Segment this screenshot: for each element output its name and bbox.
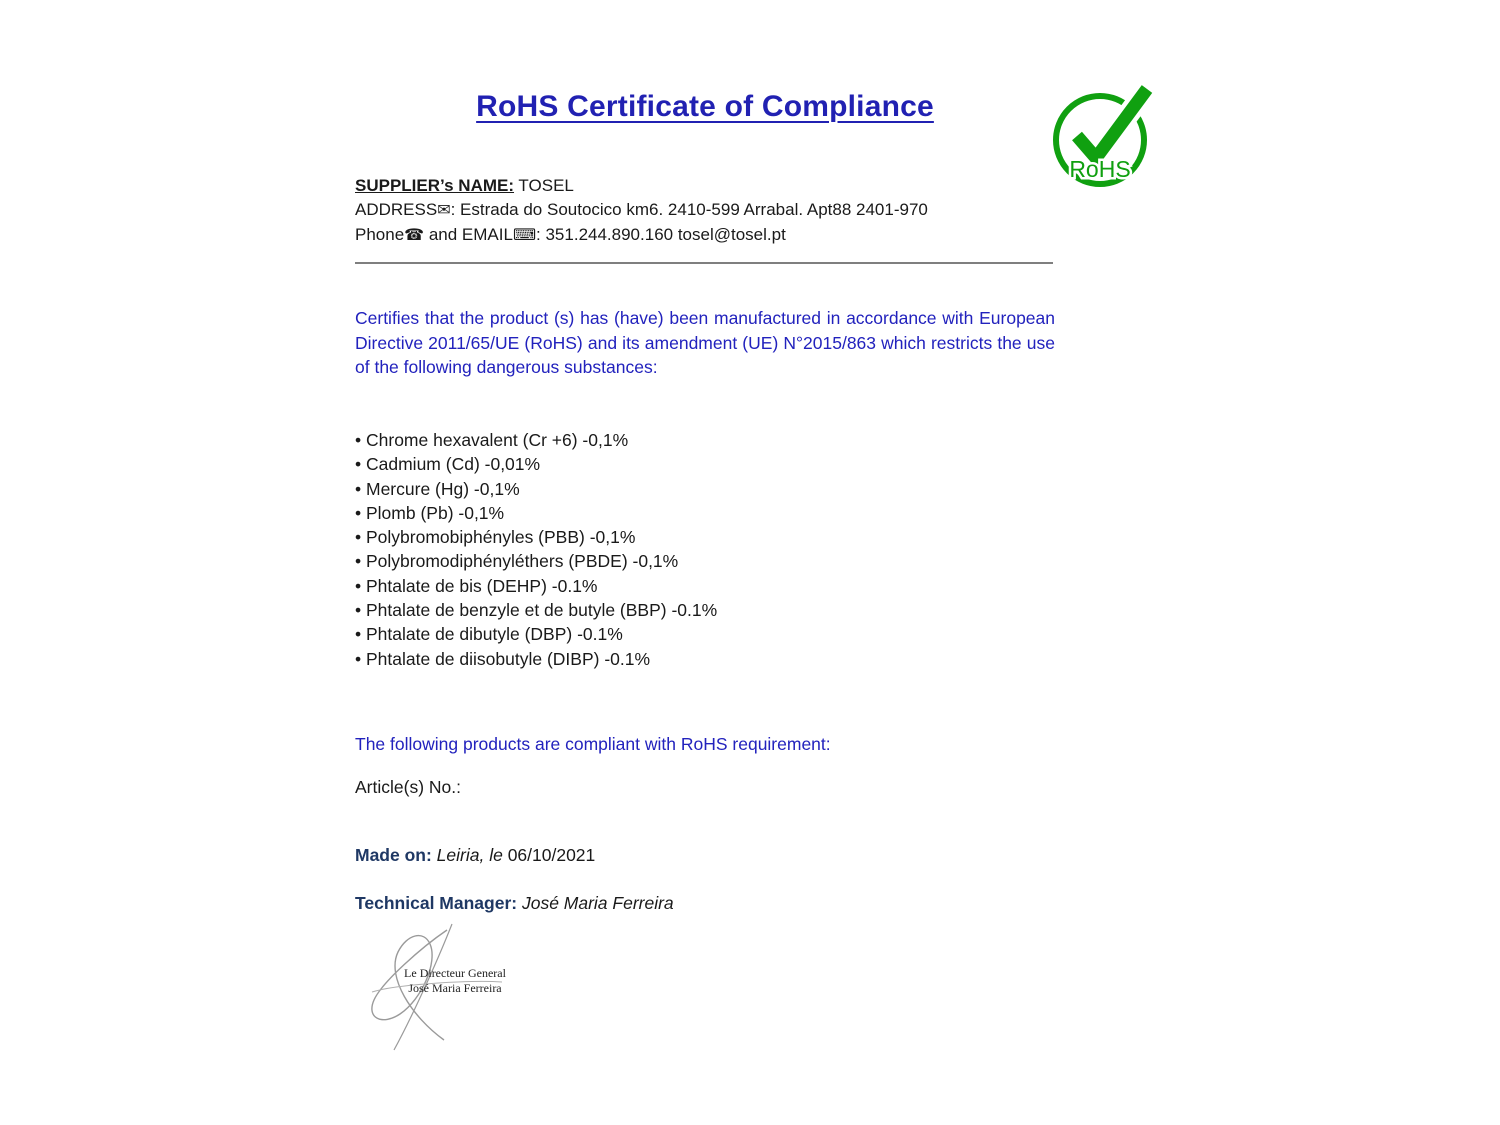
made-on-place: Leiria, le xyxy=(431,845,508,865)
compliance-statement: The following products are compliant with RoHS requirement: xyxy=(355,734,831,754)
list-item: • Polybromodiphényléthers (PBDE) -0,1% xyxy=(355,549,1055,573)
phone-icon: ☎ xyxy=(404,227,425,244)
made-on-line xyxy=(355,845,1055,866)
address-label: ADDRESS xyxy=(355,200,438,219)
list-item: • Phtalate de bis (DEHP) -0.1% xyxy=(355,574,1055,598)
substances-list xyxy=(355,428,1055,671)
rohs-checkmark-icon xyxy=(1050,78,1155,193)
technical-manager-label: Technical Manager: xyxy=(355,893,518,913)
email-label: and EMAIL xyxy=(424,225,513,244)
horizontal-divider xyxy=(355,262,1053,264)
supplier-block xyxy=(355,174,1055,248)
rohs-logo xyxy=(1050,78,1155,193)
supplier-contact-line xyxy=(355,223,1055,248)
technical-manager-line xyxy=(355,893,1055,914)
list-item: • Phtalate de dibutyle (DBP) -0.1% xyxy=(355,622,1055,646)
list-item: • Mercure (Hg) -0,1% xyxy=(355,477,1055,501)
supplier-address-line xyxy=(355,198,1055,223)
computer-icon: ⌨ xyxy=(512,227,537,244)
technical-manager-name: José Maria Ferreira xyxy=(517,893,674,913)
list-item: • Polybromobiphényles (PBB) -0,1% xyxy=(355,525,1055,549)
contact-value: : 351.244.890.160 tosel@tosel.pt xyxy=(536,225,786,244)
signature-title: Le Directeur General xyxy=(404,966,506,980)
signature-name: José Maria Ferreira xyxy=(408,981,502,995)
list-item: • Phtalate de benzyle et de butyle (BBP) -0.1% xyxy=(355,598,1055,622)
phone-label: Phone xyxy=(355,225,405,244)
supplier-name-value: TOSEL xyxy=(514,176,574,195)
signature-block xyxy=(352,922,552,1062)
list-item: • Cadmium (Cd) -0,01% xyxy=(355,452,1055,476)
made-on-date: 06/10/2021 xyxy=(507,845,596,865)
envelope-icon: ✉ xyxy=(437,202,451,219)
supplier-name-line xyxy=(355,174,1055,198)
made-on-label: Made on: xyxy=(355,845,432,865)
list-item: • Chrome hexavalent (Cr +6) -0,1% xyxy=(355,428,1055,452)
svg-text:RoHS: RoHS xyxy=(1069,156,1131,182)
page-title: RoHS Certificate of Compliance xyxy=(476,90,934,123)
list-item: • Phtalate de diisobutyle (DIBP) -0.1% xyxy=(355,647,1055,671)
article-number-line: Article(s) No.: xyxy=(355,777,461,797)
certify-paragraph: Certifies that the product (s) has (have) been manufactured in accordance with European Directive 2011/65/UE (RoHS) and its amendment (UE) N°2015/863 which restricts the use of the following dangerous substances: xyxy=(355,308,1055,377)
supplier-name-label: SUPPLIER’s NAME: xyxy=(355,176,515,195)
signature-text xyxy=(390,966,520,996)
address-value: : Estrada do Soutocico km6. 2410-599 Arrabal. Apt88 2401-970 xyxy=(450,200,928,219)
list-item: • Plomb (Pb) -0,1% xyxy=(355,501,1055,525)
